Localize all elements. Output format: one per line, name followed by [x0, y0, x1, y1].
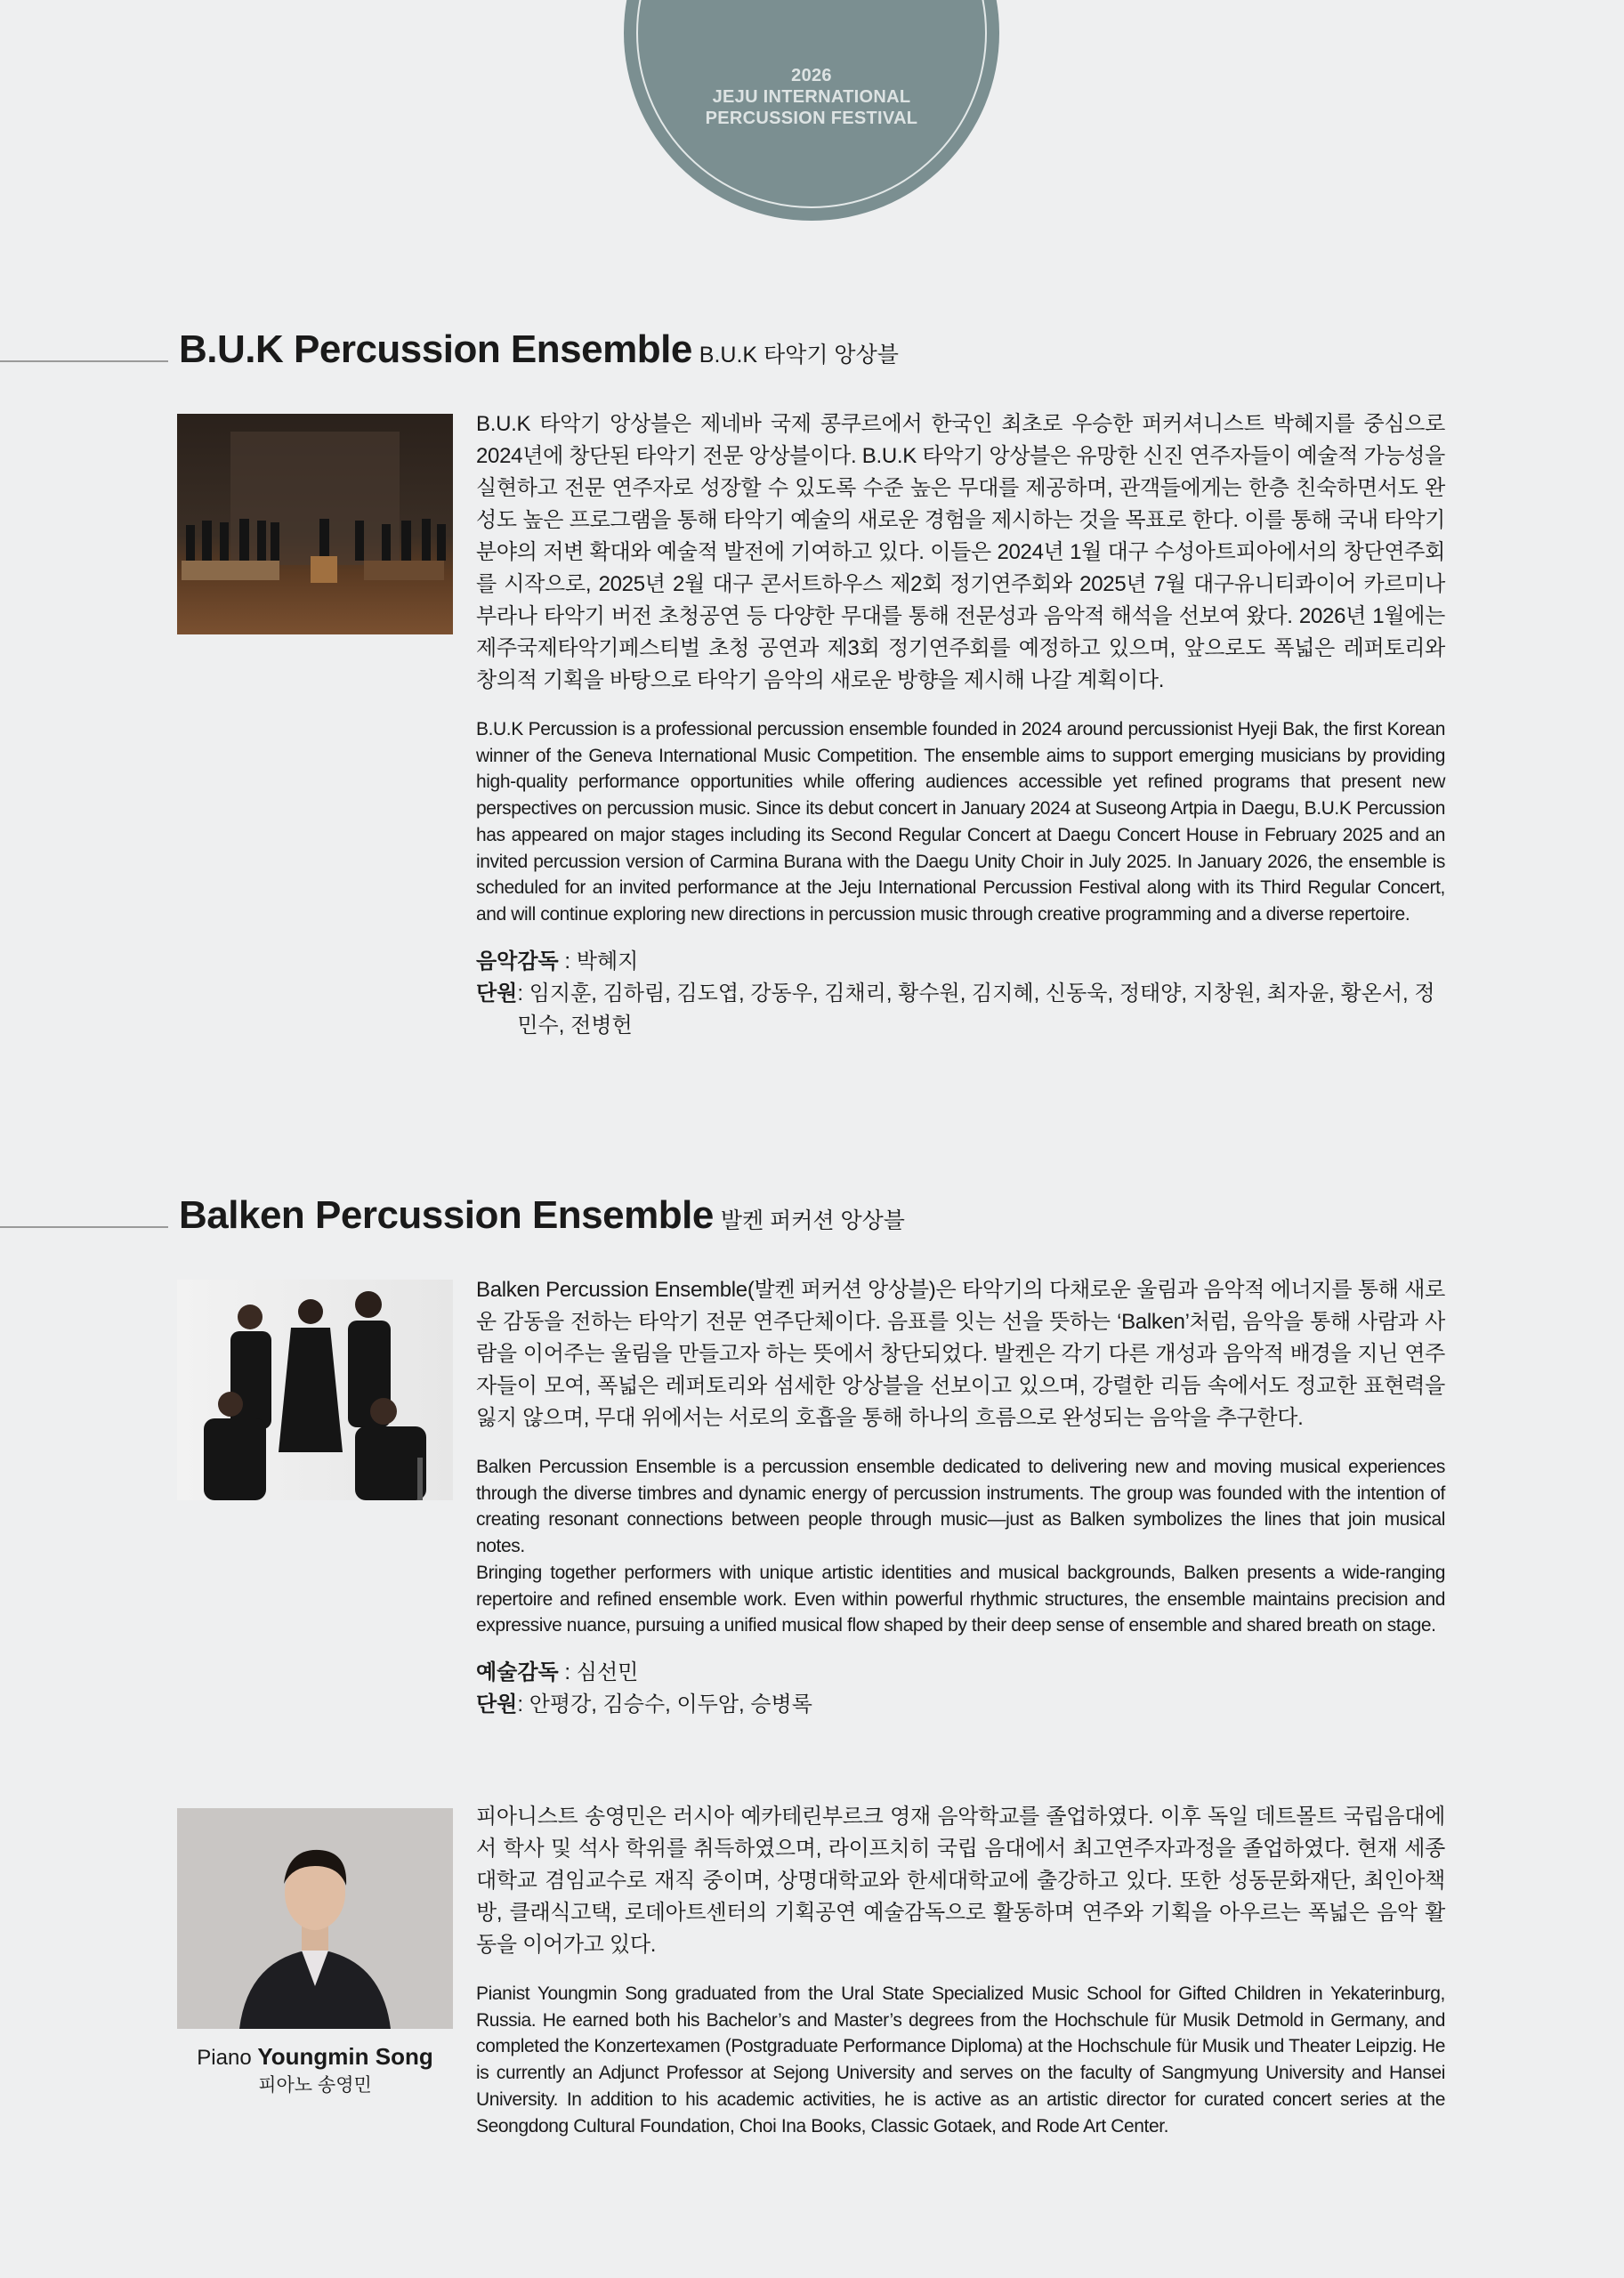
pianist-caption — [177, 2042, 453, 2099]
bio-korean: 피아니스트 송영민은 러시아 예카테린부르크 영재 음악학교를 졸업하였다. 이후 독일 데트몰트 국립음대에서 학사 및 석사 학위를 취득하였으며, 라이프치히 국립 음대에서 최고연주자과정을 졸업하였다. 현재 세종대학교 겸임교수로 재직 중이며, 상명대학교와 한세대학교에 출강하고 있다. 또한 성동문화재단, 최인아책방, 클래식고택, 로데아트센터의 기획공연 예술감독으로 활동하며 연주와 기획을 아우르는 폭넓은 음악 활동을 이어가고 있다. — [476, 1805, 1445, 1957]
bio-korean: Balken Percussion Ensemble(발켄 퍼커션 앙상블)은 타악기의 다채로운 울림과 음악적 에너지를 통해 새로운 감동을 전하는 타악기 전문 연주단체이다. 음표를 잇는 선을 뜻하는 ‘Balken’처럼, 음악을 통해 사람과 사람을 이어주는 울림을 만들고자 하는 뜻에서 창단되었다. 발켄은 각기 다른 개성과 음악적 배경을 지닌 연주자들이 모여, 폭넓은 레퍼토리와 섬세한 앙상블을 선보이고 있으며, 강렬한 리듬 속에서도 정교한 표현력을 잃지 않으며, 무대 위에서는 서로의 호흡을 통해 하나의 흐름으로 완성되는 음악을 추구한다. — [476, 1278, 1445, 1430]
members-list: : 안평강, 김승수, 이두암, 승병록 — [517, 1692, 812, 1717]
members-list: : 임지훈, 김하림, 김도엽, 강동우, 김채리, 황수원, 김지혜, 신동욱, 정태양, 지창원, 최자윤, 황온서, 정민수, 전병헌 — [517, 981, 1435, 1038]
bio-english: Pianist Youngmin Song graduated from the Ural State Specialized Music School for Gifted Children in Yekaterinburg, Russia. He earned both his Bachelor’s and Master’s degrees from the Hochschule für Musik Detmold in Germany, and completed the Konzertexamen (Postgraduate Performance Diploma) at the Hochschule für Musik und Theater Leipzig. He is currently an Adjunct Professor at Sejong University and serves on the faculty of Sangmyung University and Hansei University. In addition to his academic activities, he is active as an artistic director for curated concert series at the Seongdong Cultural Foundation, Choi Ina Books, Classic Gotaek, and Rode Art Center. — [476, 1983, 1445, 2137]
balken-ensemble-photo — [177, 1280, 453, 1500]
director-name: : 박혜지 — [558, 949, 639, 973]
bio-english-1: Balken Percussion Ensemble is a percussion ensemble dedicated to delivering new and moving musical experiences through the diverse timbres and dynamic energy of percussion instruments. The group was founded with the intention of creating resonant connections between people through music—just as Balken symbolizes the lines that join musical notes. — [476, 1457, 1445, 1557]
badge-line1: JEJU INTERNATIONAL — [712, 87, 911, 107]
group-illustration — [177, 1280, 453, 1500]
section-heading-buk — [179, 327, 899, 372]
director-credit — [476, 946, 1445, 978]
bio-english-2: Bringing together performers with unique artistic identities and musical backgrounds, Balken presents a wide-ranging repertoire and refined ensemble work. Even within powerful rhythmic structures, the ensemble maintains precision and expressive nuance, pursuing a unified musical flow shaped by their deep sense of ensemble and shared breath on stage. — [476, 1562, 1445, 1636]
director-name: : 심선민 — [558, 1660, 639, 1684]
bio-korean: B.U.K 타악기 앙상블은 제네바 국제 콩쿠르에서 한국인 최초로 우승한 퍼커셔니스트 박혜지를 중심으로 2024년에 창단된 타악기 전문 앙상블이다. B.U.K 타악기 앙상블은 유망한 신진 연주자들이 예술적 가능성을 실현하고 전문 연주자로 성장할 수 있도록 수준 높은 무대를 제공하며, 관객들에게는 한층 친숙하면서도 완성도 높은 프로그램을 통해 타악기 예술의 새로운 경험을 제시하는 것을 목표로 한다. 이를 통해 국내 타악기 분야의 저변 확대와 예술적 발전에 기여하고 있다. 이들은 2024년 1월 대구 수성아트피아에서의 창단연주회를 시작으로, 2025년 2월 대구 콘서트하우스 제2회 정기연주회와 2025년 7월 대구유니티콰이어 카르미나 부라나 타악기 버전 초청공연 등 다양한 무대를 통해 전문성과 음악적 해석을 선보여 왔다. 2026년 1월에는 제주국제타악기페스티벌 초청 공연과 제3회 정기연주회를 예정하고 있으며, 앞으로도 폭넓은 레퍼토리와 창의적 기획을 바탕으로 타악기 음악의 새로운 방향을 제시해 나갈 계획이다. — [476, 412, 1445, 692]
buk-ensemble-photo — [177, 414, 453, 634]
caption-korean: 피아노 송영민 — [258, 2075, 372, 2096]
heading-ko: B.U.K 타악기 앙상블 — [699, 343, 899, 368]
pianist-photo — [177, 1808, 453, 2029]
section-divider — [0, 1226, 168, 1228]
members-label: 단원 — [476, 981, 518, 1006]
buk-bio — [476, 408, 1445, 1042]
members-credit — [476, 1689, 1445, 1721]
badge-text — [624, 65, 999, 129]
members-credit — [476, 978, 1445, 1042]
portrait-illustration — [177, 1808, 453, 2029]
caption-role: Piano — [197, 2046, 252, 2070]
heading-en: Balken Percussion Ensemble — [179, 1193, 714, 1237]
caption-name: Youngmin Song — [257, 2043, 433, 2070]
director-label: 예술감독 — [476, 1660, 559, 1684]
pianist-bio — [476, 1801, 1445, 2139]
heading-en: B.U.K Percussion Ensemble — [179, 327, 692, 371]
section-divider — [0, 360, 168, 362]
members-label: 단원 — [476, 1692, 518, 1717]
badge-year: 2026 — [791, 66, 832, 85]
badge-line2: PERCUSSION FESTIVAL — [705, 109, 918, 128]
director-credit — [476, 1657, 1445, 1689]
stage-illustration — [177, 414, 453, 634]
bio-english: B.U.K Percussion is a professional percussion ensemble founded in 2024 around percussionist Hyeji Bak, the first Korean winner of the Geneva International Music Competition. The ensemble aims to support emerging musicians by providing high-quality performance opportunities while offering audiences accessible yet refined programs that present new perspectives on percussion music. Since its debut concert in January 2024 at Suseong Artpia in Daegu, B.U.K Percussion has appeared on major stages including its Second Regular Concert at Daegu Concert House in February 2025 and an invited percussion version of Carmina Burana with the Daegu Unity Choir in July 2025. In January 2026, the ensemble is scheduled for an invited performance at the Jeju International Percussion Festival along with its Third Regular Concert, and will continue exploring new directions in percussion music through creative programming and a diverse repertoire. — [476, 719, 1445, 925]
festival-badge — [624, 0, 999, 221]
section-heading-balken — [179, 1193, 905, 1238]
director-label: 음악감독 — [476, 949, 559, 973]
balken-bio — [476, 1274, 1445, 1721]
heading-ko: 발켄 퍼커션 앙상블 — [720, 1208, 905, 1233]
